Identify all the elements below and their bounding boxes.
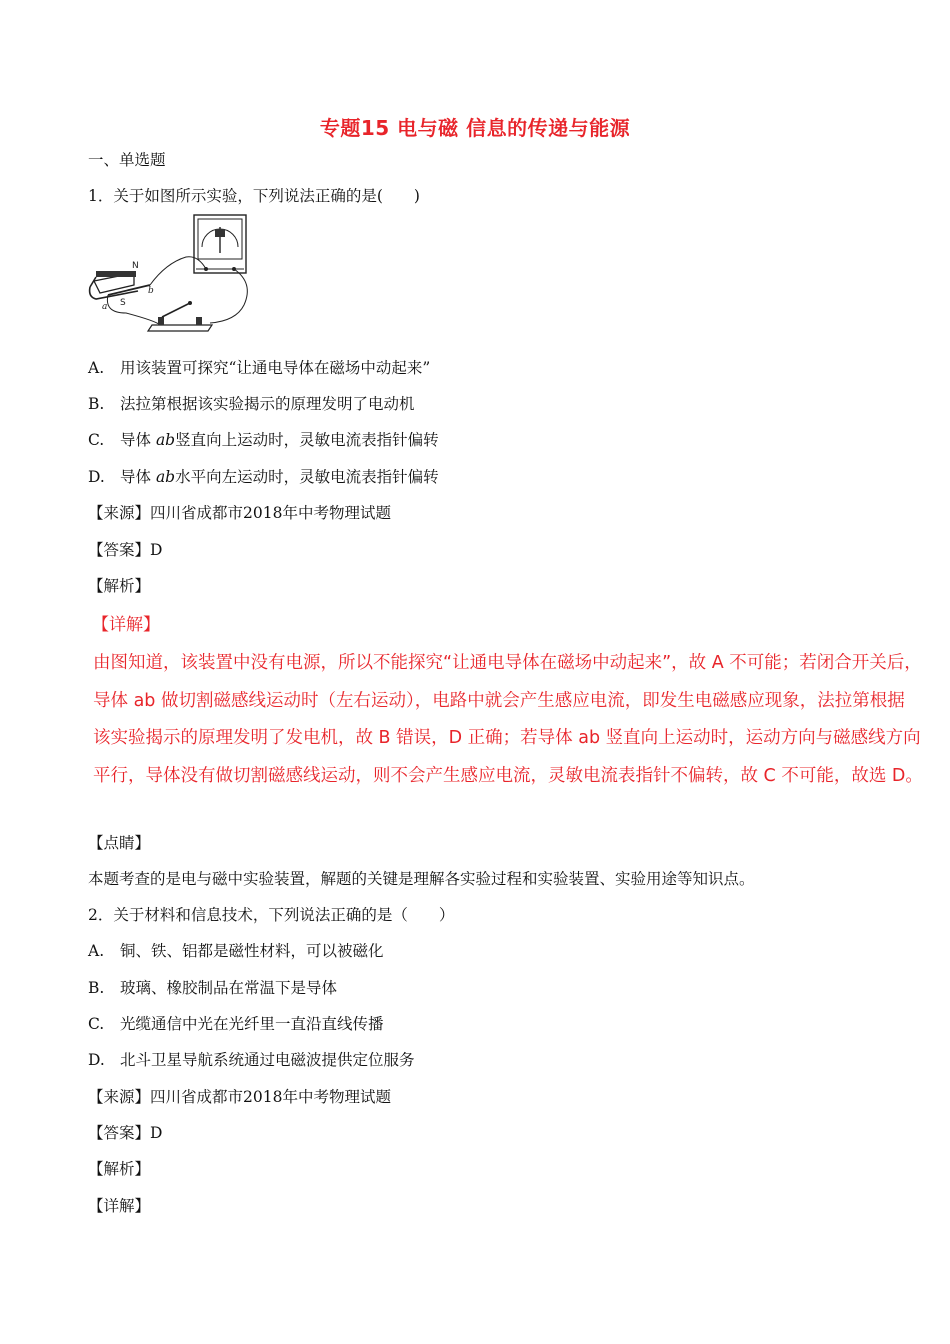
q2-source: 【来源】四川省成都市2018年中考物理试题 (88, 1088, 391, 1106)
option-text: 光缆通信中光在光纤里一直沿直线传播 (120, 1015, 384, 1033)
q2-answer: 【答案】D (88, 1124, 163, 1142)
option-letter: C. (88, 431, 105, 449)
switch-icon (148, 301, 212, 331)
q1-detail-paragraph (93, 645, 923, 795)
question-2-stem: 2．关于材料和信息技术，下列说法正确的是（ ） (88, 906, 455, 924)
option-text-pre: 导体 (120, 431, 156, 449)
detail-line: 该实验揭示的原理发明了发电机，故 B 错误，D 正确；若导体 ab 竖直向上运动时，运动方向与磁感线方向 (93, 728, 921, 748)
page-title: 专题15 电与磁 信息的传递与能源 (319, 116, 631, 140)
galvanometer-icon (194, 215, 246, 273)
q1-point-tag: 【点睛】 (88, 834, 151, 852)
option-text: 法拉第根据该实验揭示的原理发明了电动机 (120, 395, 415, 413)
option-letter: A. (88, 359, 105, 377)
option-text-post: 竖直向上运动时，灵敏电流表指针偏转 (175, 431, 439, 449)
option-letter: B. (88, 979, 105, 997)
section-heading: 一、单选题 (88, 151, 166, 169)
q1-option-c (88, 430, 439, 450)
detail-line: 由图知道，该装置中没有电源，所以不能探究“让通电导体在磁场中动起来”，故 A 不可能；若闭合开关后， (93, 653, 922, 673)
option-var: ab (155, 431, 176, 449)
q1-option-d (88, 467, 439, 487)
option-letter: D. (88, 468, 105, 486)
q2-option-b (88, 978, 337, 998)
option-var: ab (155, 468, 176, 486)
option-letter: A. (88, 942, 105, 960)
q2-option-d (88, 1050, 415, 1070)
q1-source: 【来源】四川省成都市2018年中考物理试题 (88, 504, 391, 522)
q2-option-c (88, 1014, 384, 1034)
option-letter: C. (88, 1015, 105, 1033)
label-b: b (148, 286, 154, 296)
detail-line: 平行，导体没有做切割磁感线运动，则不会产生感应电流，灵敏电流表指针不偏转，故 C 不可能，故选 D。 (93, 765, 923, 786)
q2-detail-tag: 【详解】 (88, 1197, 151, 1215)
q1-option-a (88, 358, 430, 378)
option-text-post: 水平向左运动时，灵敏电流表指针偏转 (175, 468, 439, 486)
option-text: 用该装置可探究“让通电导体在磁场中动起来” (120, 359, 431, 377)
detail-line: 导体 ab 做切割磁感线运动时（左右运动），电路中就会产生感应电流，即发生电磁感应现象，法拉第根据 (93, 690, 905, 711)
option-letter: D. (88, 1051, 105, 1069)
option-text: 铜、铁、铝都是磁性材料，可以被磁化 (120, 942, 384, 960)
q1-detail-tag: 【详解】 (92, 615, 160, 635)
option-letter: B. (88, 395, 105, 413)
q2-option-a (88, 941, 384, 961)
q1-option-b (88, 394, 415, 414)
magnet-icon (90, 261, 139, 308)
option-text: 北斗卫星导航系统通过电磁波提供定位服务 (120, 1051, 415, 1069)
option-text: 玻璃、橡胶制品在常温下是导体 (120, 979, 338, 997)
label-a: a (102, 302, 108, 312)
q1-point-text: 本题考查的是电与磁中实验装置，解题的关键是理解各实验过程和实验装置、实验用途等知识点。 (88, 870, 755, 888)
q1-answer: 【答案】D (88, 541, 163, 559)
q1-analysis: 【解析】 (88, 577, 151, 595)
south-label: S (120, 298, 126, 308)
question-1-stem: 1．关于如图所示实验，下列说法正确的是( ) (88, 187, 420, 205)
q2-analysis: 【解析】 (88, 1160, 151, 1178)
north-label: N (132, 261, 139, 271)
experiment-figure (86, 213, 256, 333)
option-text-pre: 导体 (120, 468, 156, 486)
